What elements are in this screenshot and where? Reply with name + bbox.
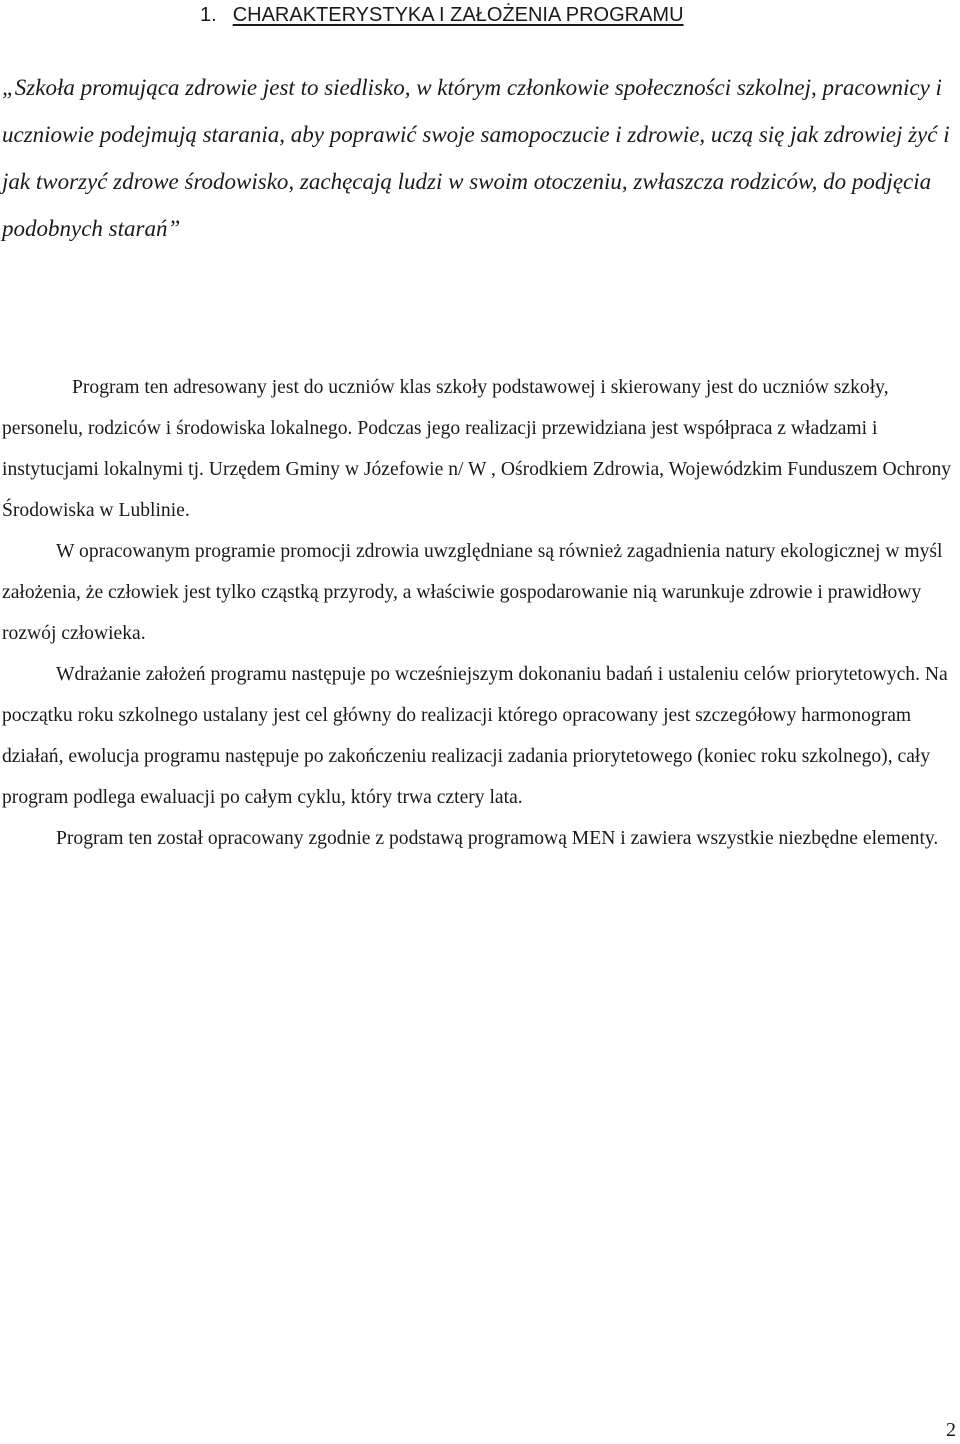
paragraph-program-audience: Program ten adresowany jest do uczniów klas szkoły podstawowej i skierowany jest do uczniów szkoły, personelu, rodziców i środowiska lokalnego. Podczas jego realizacji przewidziana jest współpraca z władzami i instytucjami lokalnymi tj. Urzędem Gminy w Józefowie n/ W , Ośrodkiem Zdrowia, Wojewódzkim Funduszem Ochrony Środowiska w Lublinie. [2, 377, 952, 521]
section-title: CHARAKTERYSTYKA I ZAŁOŻENIA PROGRAMU [232, 4, 684, 26]
paragraph-curriculum: Program ten został opracowany zgodnie z podstawą programową MEN i zawiera wszystkie niezbędne elementy. [56, 828, 939, 849]
definition-quote: „Szkoła promująca zdrowie jest to siedlisko, w którym członkowie społeczności szkolnej, pracownicy i uczniowie podejmują starania, aby poprawić swoje samopoczucie i zdrowie, uczą się jak zdrowiej żyć i jak tworzyć zdrowe środowisko, zachęcają ludzi w swoim otoczeniu, zwłaszcza rodziców, do podjęcia podobnych starań” [2, 75, 950, 241]
paragraph-ecology: W opracowanym programie promocji zdrowia uwzględniane są również zagadnienia natury ekologicznej w myśl założenia, że człowiek jest tylko cząstką przyrody, a właściwie gospodarowanie nią warunkuje zdrowie i prawidłowy rozwój człowieka. [2, 541, 943, 644]
section-heading [200, 2, 684, 28]
paragraph-implementation: Wdrażanie założeń programu następuje po wcześniejszym dokonaniu badań i ustaleniu celów priorytetowych. Na początku roku szkolnego ustalany jest cel główny do realizacji którego opracowany jest szczegółowy harmonogram działań, ewolucja programu następuje po zakończeniu realizacji zadania priorytetowego (koniec roku szkolnego), cały program podlega ewaluacji po całym cyklu, który trwa cztery lata. [2, 664, 948, 808]
page-number: 2 [946, 1419, 956, 1441]
body-text [2, 367, 958, 859]
section-number: 1. [200, 4, 217, 26]
